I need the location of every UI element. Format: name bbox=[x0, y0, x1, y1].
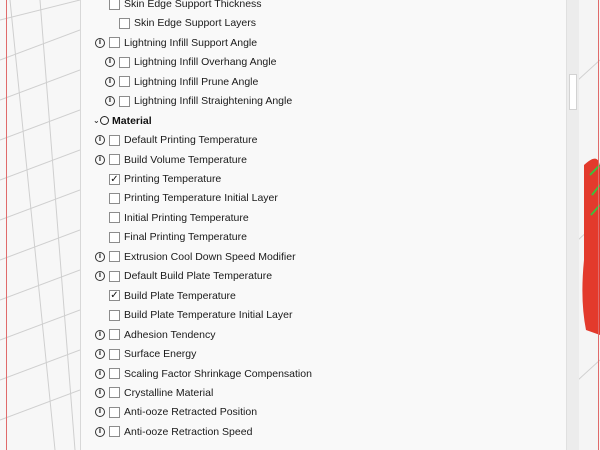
info-icon[interactable]: i bbox=[105, 57, 115, 67]
settings-scrollbar[interactable] bbox=[566, 0, 579, 450]
viewport-right bbox=[578, 0, 600, 450]
visibility-checkbox[interactable] bbox=[109, 0, 120, 10]
visibility-checkbox[interactable] bbox=[109, 251, 120, 262]
setting-row bbox=[81, 228, 566, 247]
visibility-checkbox[interactable] bbox=[109, 193, 120, 204]
visibility-checkbox[interactable] bbox=[109, 310, 120, 321]
visibility-checkbox[interactable] bbox=[109, 368, 120, 379]
setting-label: Scaling Factor Shrinkage Compensation bbox=[124, 367, 312, 380]
setting-label: Printing Temperature bbox=[124, 173, 222, 186]
info-icon[interactable]: i bbox=[105, 77, 115, 87]
setting-label: Skin Edge Support Layers bbox=[134, 17, 256, 30]
setting-label: Build Volume Temperature bbox=[124, 153, 247, 166]
info-icon[interactable]: i bbox=[95, 155, 105, 165]
info-icon[interactable]: i bbox=[95, 38, 105, 48]
setting-label: Final Printing Temperature bbox=[124, 231, 247, 244]
info-icon[interactable]: i bbox=[95, 407, 105, 417]
setting-row bbox=[81, 14, 566, 33]
setting-row bbox=[81, 247, 566, 266]
info-icon[interactable]: i bbox=[105, 96, 115, 106]
setting-label: Extrusion Cool Down Speed Modifier bbox=[124, 250, 296, 263]
visibility-checkbox[interactable] bbox=[119, 96, 130, 107]
visibility-checkbox[interactable]: ✓ bbox=[110, 290, 119, 302]
visibility-checkbox[interactable] bbox=[109, 349, 120, 360]
setting-row bbox=[81, 72, 566, 91]
setting-row bbox=[81, 267, 566, 286]
category-label: Material bbox=[112, 114, 152, 127]
scrollbar-thumb[interactable] bbox=[569, 74, 577, 110]
info-icon[interactable]: i bbox=[95, 252, 105, 262]
settings-panel bbox=[80, 0, 578, 450]
setting-row bbox=[81, 53, 566, 72]
setting-row bbox=[81, 208, 566, 227]
info-icon[interactable]: i bbox=[95, 271, 105, 281]
setting-row bbox=[81, 383, 566, 402]
setting-row bbox=[81, 364, 566, 383]
category-material[interactable] bbox=[81, 111, 566, 130]
setting-row bbox=[81, 325, 566, 344]
setting-row bbox=[81, 286, 566, 305]
visibility-checkbox[interactable] bbox=[109, 154, 120, 165]
setting-label: Skin Edge Support Thickness bbox=[124, 0, 262, 10]
setting-row bbox=[81, 33, 566, 52]
setting-label: Printing Temperature Initial Layer bbox=[124, 192, 278, 205]
chevron-down-icon[interactable]: ⌄ bbox=[93, 116, 100, 126]
info-icon[interactable]: i bbox=[95, 135, 105, 145]
setting-label: Anti-ooze Retracted Position bbox=[124, 406, 258, 419]
model-preview bbox=[578, 0, 600, 450]
setting-label: Anti-ooze Retraction Speed bbox=[124, 425, 253, 438]
setting-label: Crystalline Material bbox=[124, 386, 214, 399]
setting-label: Lightning Infill Prune Angle bbox=[134, 75, 259, 88]
setting-label: Build Plate Temperature Initial Layer bbox=[124, 309, 293, 322]
setting-row bbox=[81, 344, 566, 363]
build-plate-grid bbox=[0, 0, 80, 450]
setting-label: Lightning Infill Overhang Angle bbox=[134, 56, 277, 69]
build-volume-edge-right bbox=[598, 0, 599, 450]
setting-row bbox=[81, 403, 566, 422]
setting-label: Surface Energy bbox=[124, 348, 197, 361]
info-icon[interactable]: i bbox=[95, 388, 105, 398]
info-icon[interactable]: i bbox=[95, 349, 105, 359]
visibility-checkbox[interactable] bbox=[119, 76, 130, 87]
setting-row bbox=[81, 306, 566, 325]
setting-label: Build Plate Temperature bbox=[124, 289, 236, 302]
visibility-checkbox[interactable] bbox=[109, 232, 120, 243]
setting-row bbox=[81, 92, 566, 111]
setting-label: Adhesion Tendency bbox=[124, 328, 216, 341]
setting-row bbox=[81, 422, 566, 441]
viewport-left bbox=[0, 0, 80, 450]
visibility-checkbox[interactable] bbox=[109, 212, 120, 223]
info-icon[interactable]: i bbox=[95, 369, 105, 379]
info-icon[interactable]: i bbox=[95, 330, 105, 340]
setting-row bbox=[81, 169, 566, 188]
setting-row bbox=[81, 0, 566, 14]
visibility-checkbox[interactable] bbox=[109, 271, 120, 282]
visibility-checkbox[interactable] bbox=[109, 37, 120, 48]
setting-row bbox=[81, 150, 566, 169]
visibility-checkbox[interactable] bbox=[109, 426, 120, 437]
visibility-checkbox[interactable] bbox=[119, 18, 130, 29]
setting-row bbox=[81, 130, 566, 149]
build-volume-edge bbox=[6, 0, 7, 450]
info-icon[interactable]: i bbox=[95, 427, 105, 437]
visibility-checkbox[interactable] bbox=[109, 135, 120, 146]
visibility-checkbox[interactable]: ✓ bbox=[110, 173, 119, 185]
setting-label: Lightning Infill Straightening Angle bbox=[134, 95, 293, 108]
setting-label: Lightning Infill Support Angle bbox=[124, 36, 258, 49]
setting-label: Default Build Plate Temperature bbox=[124, 270, 273, 283]
visibility-checkbox[interactable] bbox=[109, 387, 120, 398]
setting-label: Default Printing Temperature bbox=[124, 134, 258, 147]
settings-list bbox=[81, 0, 566, 450]
visibility-checkbox[interactable] bbox=[109, 407, 120, 418]
setting-label: Initial Printing Temperature bbox=[124, 211, 249, 224]
visibility-checkbox[interactable] bbox=[119, 57, 130, 68]
visibility-checkbox[interactable] bbox=[109, 329, 120, 340]
setting-row bbox=[81, 189, 566, 208]
material-icon bbox=[100, 116, 109, 125]
